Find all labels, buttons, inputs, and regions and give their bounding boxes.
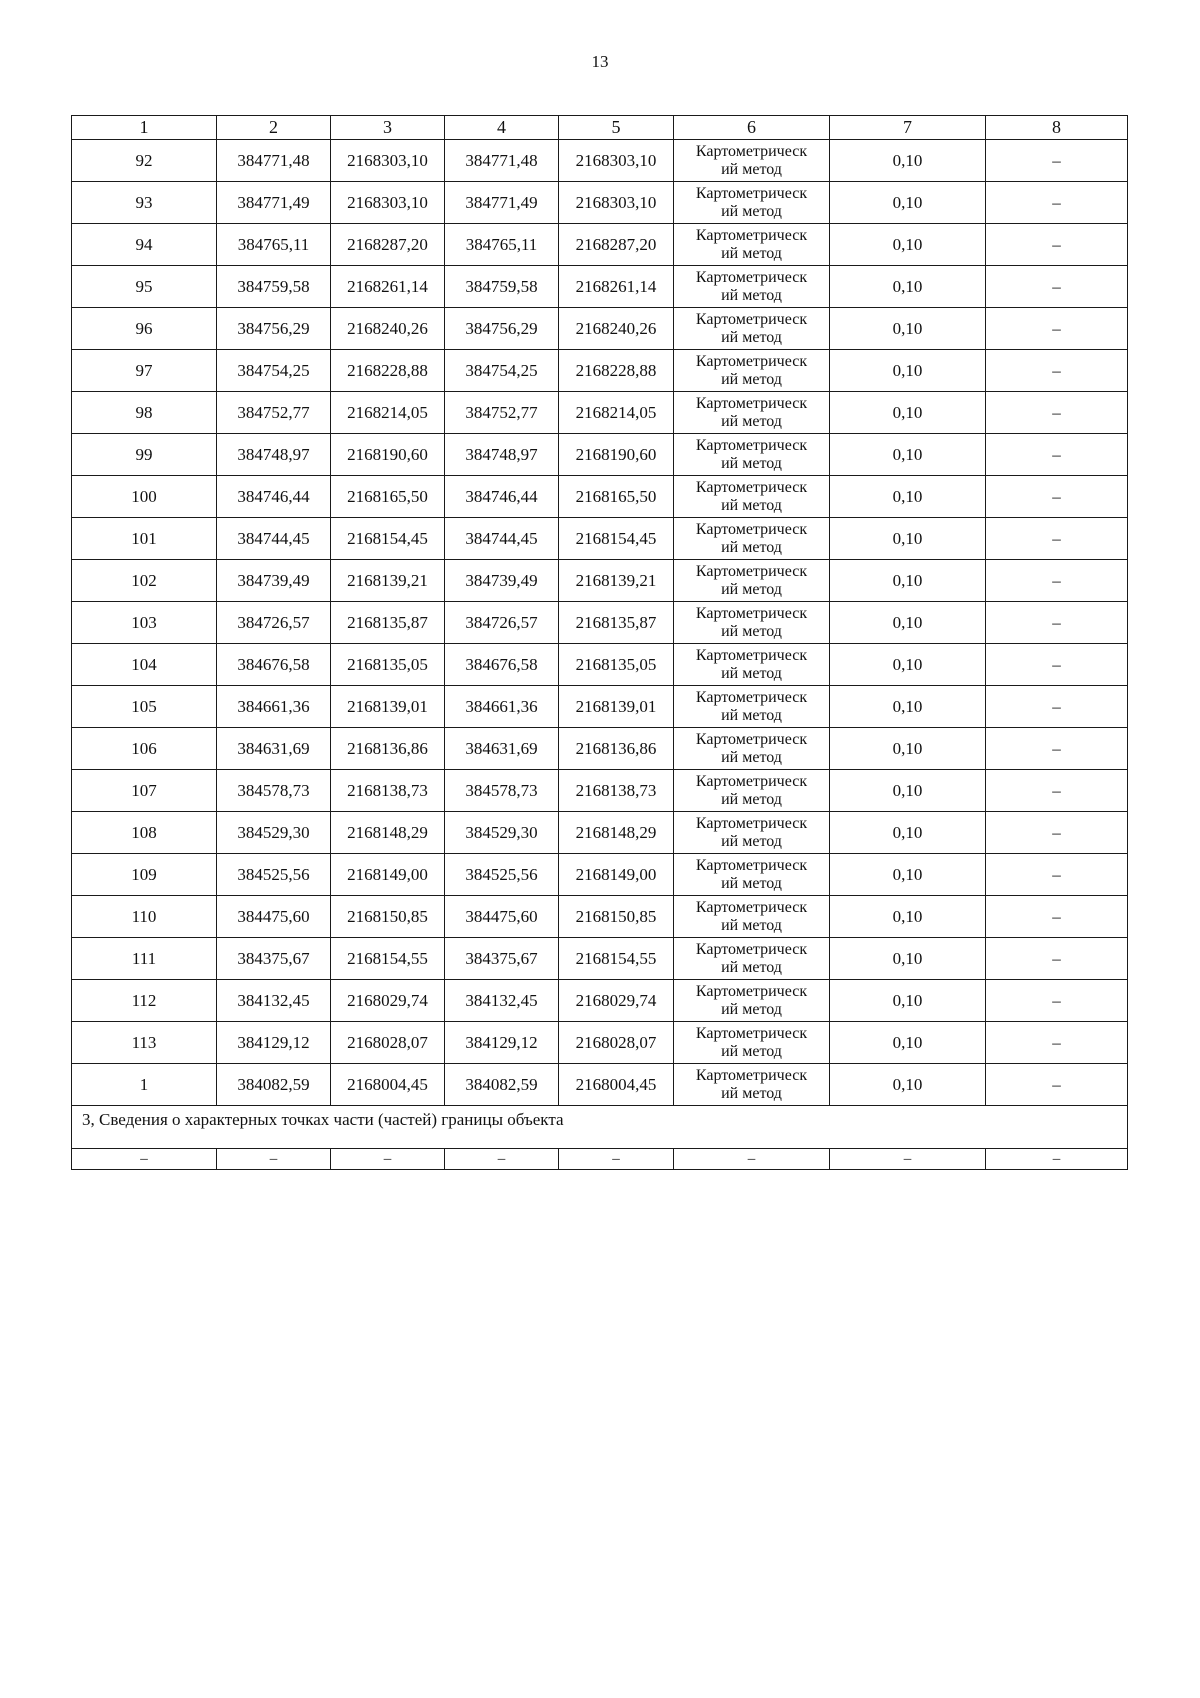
method-text-line: Картометрическ: [695, 646, 808, 664]
method-text-line: Картометрическ: [695, 520, 808, 538]
precision-cell: 0,10: [830, 434, 986, 476]
empty-cell: –: [830, 1149, 986, 1170]
x-coordinate-cell: 384771,48: [445, 140, 559, 182]
x-coordinate-cell: 384771,48: [217, 140, 331, 182]
point-number-cell: 99: [72, 434, 217, 476]
method-cell: [674, 266, 830, 308]
method-text-line: Картометрическ: [695, 772, 808, 790]
x-coordinate-cell: 384754,25: [217, 350, 331, 392]
x-coordinate-cell: 384132,45: [445, 980, 559, 1022]
method-text-line: Картометрическ: [695, 730, 808, 748]
method-text-line: Картометрическ: [695, 688, 808, 706]
method-text-line: ий метод: [721, 874, 782, 892]
table-row: [72, 812, 1128, 854]
table-row: [72, 434, 1128, 476]
column-number-cell: 3: [331, 116, 445, 140]
x-coordinate-cell: 384756,29: [445, 308, 559, 350]
precision-cell: 0,10: [830, 266, 986, 308]
y-coordinate-cell: 2168029,74: [559, 980, 674, 1022]
y-coordinate-cell: 2168165,50: [559, 476, 674, 518]
empty-table-row: [72, 1149, 1128, 1170]
y-coordinate-cell: 2168190,60: [331, 434, 445, 476]
y-coordinate-cell: 2168004,45: [559, 1064, 674, 1106]
precision-cell: 0,10: [830, 896, 986, 938]
y-coordinate-cell: 2168148,29: [559, 812, 674, 854]
point-number-cell: 96: [72, 308, 217, 350]
y-coordinate-cell: 2168240,26: [559, 308, 674, 350]
description-cell: –: [986, 560, 1128, 602]
precision-cell: 0,10: [830, 1022, 986, 1064]
table-row: [72, 560, 1128, 602]
table-row: [72, 1064, 1128, 1106]
empty-cell: –: [72, 1149, 217, 1170]
description-cell: –: [986, 770, 1128, 812]
table-row: [72, 980, 1128, 1022]
x-coordinate-cell: 384529,30: [217, 812, 331, 854]
column-number-cell: 2: [217, 116, 331, 140]
y-coordinate-cell: 2168139,01: [331, 686, 445, 728]
x-coordinate-cell: 384578,73: [445, 770, 559, 812]
method-text-line: Картометрическ: [695, 562, 808, 580]
x-coordinate-cell: 384676,58: [445, 644, 559, 686]
description-cell: –: [986, 350, 1128, 392]
x-coordinate-cell: 384082,59: [217, 1064, 331, 1106]
table-row: [72, 266, 1128, 308]
empty-cell: –: [559, 1149, 674, 1170]
method-text-line: ий метод: [721, 160, 782, 178]
precision-cell: 0,10: [830, 812, 986, 854]
x-coordinate-cell: 384129,12: [445, 1022, 559, 1064]
x-coordinate-cell: 384744,45: [217, 518, 331, 560]
description-cell: –: [986, 1064, 1128, 1106]
method-text-line: Картометрическ: [695, 142, 808, 160]
description-cell: –: [986, 938, 1128, 980]
x-coordinate-cell: 384744,45: [445, 518, 559, 560]
precision-cell: 0,10: [830, 140, 986, 182]
empty-cell: –: [674, 1149, 830, 1170]
column-number-cell: 1: [72, 116, 217, 140]
y-coordinate-cell: 2168029,74: [331, 980, 445, 1022]
method-text-line: Картометрическ: [695, 352, 808, 370]
column-number-cell: 4: [445, 116, 559, 140]
point-number-cell: 109: [72, 854, 217, 896]
x-coordinate-cell: 384726,57: [445, 602, 559, 644]
method-cell: [674, 686, 830, 728]
method-text-line: Картометрическ: [695, 310, 808, 328]
y-coordinate-cell: 2168149,00: [331, 854, 445, 896]
table-row: [72, 854, 1128, 896]
x-coordinate-cell: 384759,58: [445, 266, 559, 308]
precision-cell: 0,10: [830, 518, 986, 560]
method-text-line: ий метод: [721, 832, 782, 850]
table-row: [72, 1022, 1128, 1064]
x-coordinate-cell: 384746,44: [217, 476, 331, 518]
table-row: [72, 518, 1128, 560]
table-row: [72, 938, 1128, 980]
method-cell: [674, 140, 830, 182]
x-coordinate-cell: 384375,67: [445, 938, 559, 980]
method-cell: [674, 224, 830, 266]
method-cell: [674, 812, 830, 854]
method-cell: [674, 728, 830, 770]
method-text-line: ий метод: [721, 412, 782, 430]
method-text-line: ий метод: [721, 328, 782, 346]
x-coordinate-cell: 384765,11: [217, 224, 331, 266]
y-coordinate-cell: 2168303,10: [559, 140, 674, 182]
precision-cell: 0,10: [830, 602, 986, 644]
table-row: [72, 392, 1128, 434]
method-cell: [674, 392, 830, 434]
x-coordinate-cell: 384765,11: [445, 224, 559, 266]
method-text-line: ий метод: [721, 244, 782, 262]
x-coordinate-cell: 384746,44: [445, 476, 559, 518]
description-cell: –: [986, 686, 1128, 728]
y-coordinate-cell: 2168139,21: [559, 560, 674, 602]
x-coordinate-cell: 384756,29: [217, 308, 331, 350]
method-text-line: Картометрическ: [695, 856, 808, 874]
method-text-line: ий метод: [721, 622, 782, 640]
method-text-line: Картометрическ: [695, 478, 808, 496]
empty-cell: –: [217, 1149, 331, 1170]
table-row: [72, 350, 1128, 392]
description-cell: –: [986, 602, 1128, 644]
point-number-cell: 95: [72, 266, 217, 308]
method-text-line: Картометрическ: [695, 226, 808, 244]
point-number-cell: 102: [72, 560, 217, 602]
description-cell: –: [986, 308, 1128, 350]
method-cell: [674, 518, 830, 560]
y-coordinate-cell: 2168135,05: [559, 644, 674, 686]
y-coordinate-cell: 2168240,26: [331, 308, 445, 350]
table-row: [72, 476, 1128, 518]
precision-cell: 0,10: [830, 560, 986, 602]
precision-cell: 0,10: [830, 686, 986, 728]
x-coordinate-cell: 384475,60: [217, 896, 331, 938]
column-number-cell: 8: [986, 116, 1128, 140]
y-coordinate-cell: 2168303,10: [331, 182, 445, 224]
point-number-cell: 106: [72, 728, 217, 770]
description-cell: –: [986, 854, 1128, 896]
section-title: 3, Сведения о характерных точках части (частей) границы объекта: [72, 1106, 1128, 1149]
column-number-cell: 7: [830, 116, 986, 140]
x-coordinate-cell: 384752,77: [445, 392, 559, 434]
point-number-cell: 107: [72, 770, 217, 812]
point-number-cell: 113: [72, 1022, 217, 1064]
precision-cell: 0,10: [830, 224, 986, 266]
method-text-line: Картометрическ: [695, 268, 808, 286]
method-text-line: ий метод: [721, 286, 782, 304]
point-number-cell: 98: [72, 392, 217, 434]
method-cell: [674, 980, 830, 1022]
method-cell: [674, 770, 830, 812]
y-coordinate-cell: 2168148,29: [331, 812, 445, 854]
method-text-line: Картометрическ: [695, 394, 808, 412]
method-text-line: ий метод: [721, 454, 782, 472]
y-coordinate-cell: 2168028,07: [559, 1022, 674, 1064]
page-number: 13: [591, 52, 609, 71]
precision-cell: 0,10: [830, 1064, 986, 1106]
method-cell: [674, 938, 830, 980]
x-coordinate-cell: 384771,49: [217, 182, 331, 224]
method-cell: [674, 854, 830, 896]
precision-cell: 0,10: [830, 770, 986, 812]
point-number-cell: 105: [72, 686, 217, 728]
method-cell: [674, 1064, 830, 1106]
method-text-line: Картометрическ: [695, 898, 808, 916]
point-number-cell: 108: [72, 812, 217, 854]
y-coordinate-cell: 2168261,14: [559, 266, 674, 308]
y-coordinate-cell: 2168138,73: [331, 770, 445, 812]
method-text-line: ий метод: [721, 1084, 782, 1102]
y-coordinate-cell: 2168287,20: [331, 224, 445, 266]
description-cell: –: [986, 896, 1128, 938]
y-coordinate-cell: 2168135,87: [559, 602, 674, 644]
y-coordinate-cell: 2168150,85: [331, 896, 445, 938]
y-coordinate-cell: 2168149,00: [559, 854, 674, 896]
y-coordinate-cell: 2168135,87: [331, 602, 445, 644]
y-coordinate-cell: 2168228,88: [331, 350, 445, 392]
y-coordinate-cell: 2168165,50: [331, 476, 445, 518]
y-coordinate-cell: 2168214,05: [331, 392, 445, 434]
table-row: [72, 140, 1128, 182]
precision-cell: 0,10: [830, 308, 986, 350]
point-number-cell: 101: [72, 518, 217, 560]
point-number-cell: 112: [72, 980, 217, 1022]
point-number-cell: 1: [72, 1064, 217, 1106]
y-coordinate-cell: 2168150,85: [559, 896, 674, 938]
method-cell: [674, 182, 830, 224]
point-number-cell: 104: [72, 644, 217, 686]
method-cell: [674, 434, 830, 476]
y-coordinate-cell: 2168138,73: [559, 770, 674, 812]
column-number-row: [72, 116, 1128, 140]
x-coordinate-cell: 384529,30: [445, 812, 559, 854]
table-row: [72, 728, 1128, 770]
method-cell: [674, 1022, 830, 1064]
y-coordinate-cell: 2168154,55: [559, 938, 674, 980]
y-coordinate-cell: 2168139,21: [331, 560, 445, 602]
method-text-line: ий метод: [721, 1000, 782, 1018]
point-number-cell: 103: [72, 602, 217, 644]
description-cell: –: [986, 728, 1128, 770]
method-text-line: ий метод: [721, 664, 782, 682]
method-text-line: ий метод: [721, 706, 782, 724]
point-number-cell: 110: [72, 896, 217, 938]
description-cell: –: [986, 518, 1128, 560]
x-coordinate-cell: 384631,69: [445, 728, 559, 770]
x-coordinate-cell: 384754,25: [445, 350, 559, 392]
y-coordinate-cell: 2168136,86: [559, 728, 674, 770]
empty-cell: –: [445, 1149, 559, 1170]
x-coordinate-cell: 384759,58: [217, 266, 331, 308]
boundary-points-table: [71, 115, 1128, 1170]
method-text-line: ий метод: [721, 1042, 782, 1060]
precision-cell: 0,10: [830, 728, 986, 770]
x-coordinate-cell: 384739,49: [217, 560, 331, 602]
y-coordinate-cell: 2168135,05: [331, 644, 445, 686]
method-text-line: ий метод: [721, 916, 782, 934]
method-text-line: ий метод: [721, 748, 782, 766]
x-coordinate-cell: 384129,12: [217, 1022, 331, 1064]
y-coordinate-cell: 2168303,10: [559, 182, 674, 224]
description-cell: –: [986, 182, 1128, 224]
empty-cell: –: [331, 1149, 445, 1170]
point-number-cell: 97: [72, 350, 217, 392]
x-coordinate-cell: 384631,69: [217, 728, 331, 770]
precision-cell: 0,10: [830, 182, 986, 224]
y-coordinate-cell: 2168136,86: [331, 728, 445, 770]
x-coordinate-cell: 384475,60: [445, 896, 559, 938]
x-coordinate-cell: 384375,67: [217, 938, 331, 980]
table-row: [72, 602, 1128, 644]
x-coordinate-cell: 384748,97: [217, 434, 331, 476]
empty-cell: –: [986, 1149, 1128, 1170]
column-number-cell: 6: [674, 116, 830, 140]
method-cell: [674, 350, 830, 392]
precision-cell: 0,10: [830, 392, 986, 434]
precision-cell: 0,10: [830, 644, 986, 686]
y-coordinate-cell: 2168028,07: [331, 1022, 445, 1064]
method-text-line: Картометрическ: [695, 814, 808, 832]
y-coordinate-cell: 2168228,88: [559, 350, 674, 392]
method-text-line: Картометрическ: [695, 436, 808, 454]
method-cell: [674, 560, 830, 602]
method-text-line: Картометрическ: [695, 940, 808, 958]
method-text-line: Картометрическ: [695, 604, 808, 622]
description-cell: –: [986, 644, 1128, 686]
x-coordinate-cell: 384726,57: [217, 602, 331, 644]
table-row: [72, 770, 1128, 812]
x-coordinate-cell: 384661,36: [217, 686, 331, 728]
point-number-cell: 111: [72, 938, 217, 980]
x-coordinate-cell: 384676,58: [217, 644, 331, 686]
method-text-line: Картометрическ: [695, 1066, 808, 1084]
precision-cell: 0,10: [830, 854, 986, 896]
y-coordinate-cell: 2168287,20: [559, 224, 674, 266]
method-text-line: ий метод: [721, 580, 782, 598]
method-text-line: ий метод: [721, 538, 782, 556]
point-number-cell: 100: [72, 476, 217, 518]
method-cell: [674, 476, 830, 518]
method-text-line: ий метод: [721, 958, 782, 976]
x-coordinate-cell: 384771,49: [445, 182, 559, 224]
precision-cell: 0,10: [830, 476, 986, 518]
method-cell: [674, 644, 830, 686]
description-cell: –: [986, 476, 1128, 518]
description-cell: –: [986, 812, 1128, 854]
precision-cell: 0,10: [830, 938, 986, 980]
method-text-line: Картометрическ: [695, 982, 808, 1000]
precision-cell: 0,10: [830, 350, 986, 392]
description-cell: –: [986, 140, 1128, 182]
description-cell: –: [986, 266, 1128, 308]
y-coordinate-cell: 2168190,60: [559, 434, 674, 476]
x-coordinate-cell: 384661,36: [445, 686, 559, 728]
method-cell: [674, 896, 830, 938]
method-text-line: Картометрическ: [695, 184, 808, 202]
y-coordinate-cell: 2168154,45: [559, 518, 674, 560]
section-heading-row: [72, 1106, 1128, 1149]
point-number-cell: 93: [72, 182, 217, 224]
y-coordinate-cell: 2168004,45: [331, 1064, 445, 1106]
method-text-line: Картометрическ: [695, 1024, 808, 1042]
column-number-cell: 5: [559, 116, 674, 140]
y-coordinate-cell: 2168303,10: [331, 140, 445, 182]
x-coordinate-cell: 384525,56: [217, 854, 331, 896]
x-coordinate-cell: 384525,56: [445, 854, 559, 896]
method-text-line: ий метод: [721, 790, 782, 808]
description-cell: –: [986, 392, 1128, 434]
precision-cell: 0,10: [830, 980, 986, 1022]
table-row: [72, 644, 1128, 686]
y-coordinate-cell: 2168261,14: [331, 266, 445, 308]
y-coordinate-cell: 2168139,01: [559, 686, 674, 728]
table-row: [72, 308, 1128, 350]
method-text-line: ий метод: [721, 370, 782, 388]
method-cell: [674, 602, 830, 644]
x-coordinate-cell: 384748,97: [445, 434, 559, 476]
table-row: [72, 224, 1128, 266]
point-number-cell: 94: [72, 224, 217, 266]
x-coordinate-cell: 384578,73: [217, 770, 331, 812]
description-cell: –: [986, 434, 1128, 476]
description-cell: –: [986, 1022, 1128, 1064]
description-cell: –: [986, 224, 1128, 266]
y-coordinate-cell: 2168214,05: [559, 392, 674, 434]
table-row: [72, 686, 1128, 728]
method-text-line: ий метод: [721, 202, 782, 220]
method-text-line: ий метод: [721, 496, 782, 514]
x-coordinate-cell: 384752,77: [217, 392, 331, 434]
x-coordinate-cell: 384739,49: [445, 560, 559, 602]
x-coordinate-cell: 384082,59: [445, 1064, 559, 1106]
description-cell: –: [986, 980, 1128, 1022]
y-coordinate-cell: 2168154,45: [331, 518, 445, 560]
method-cell: [674, 308, 830, 350]
table-row: [72, 896, 1128, 938]
point-number-cell: 92: [72, 140, 217, 182]
y-coordinate-cell: 2168154,55: [331, 938, 445, 980]
table-row: [72, 182, 1128, 224]
x-coordinate-cell: 384132,45: [217, 980, 331, 1022]
